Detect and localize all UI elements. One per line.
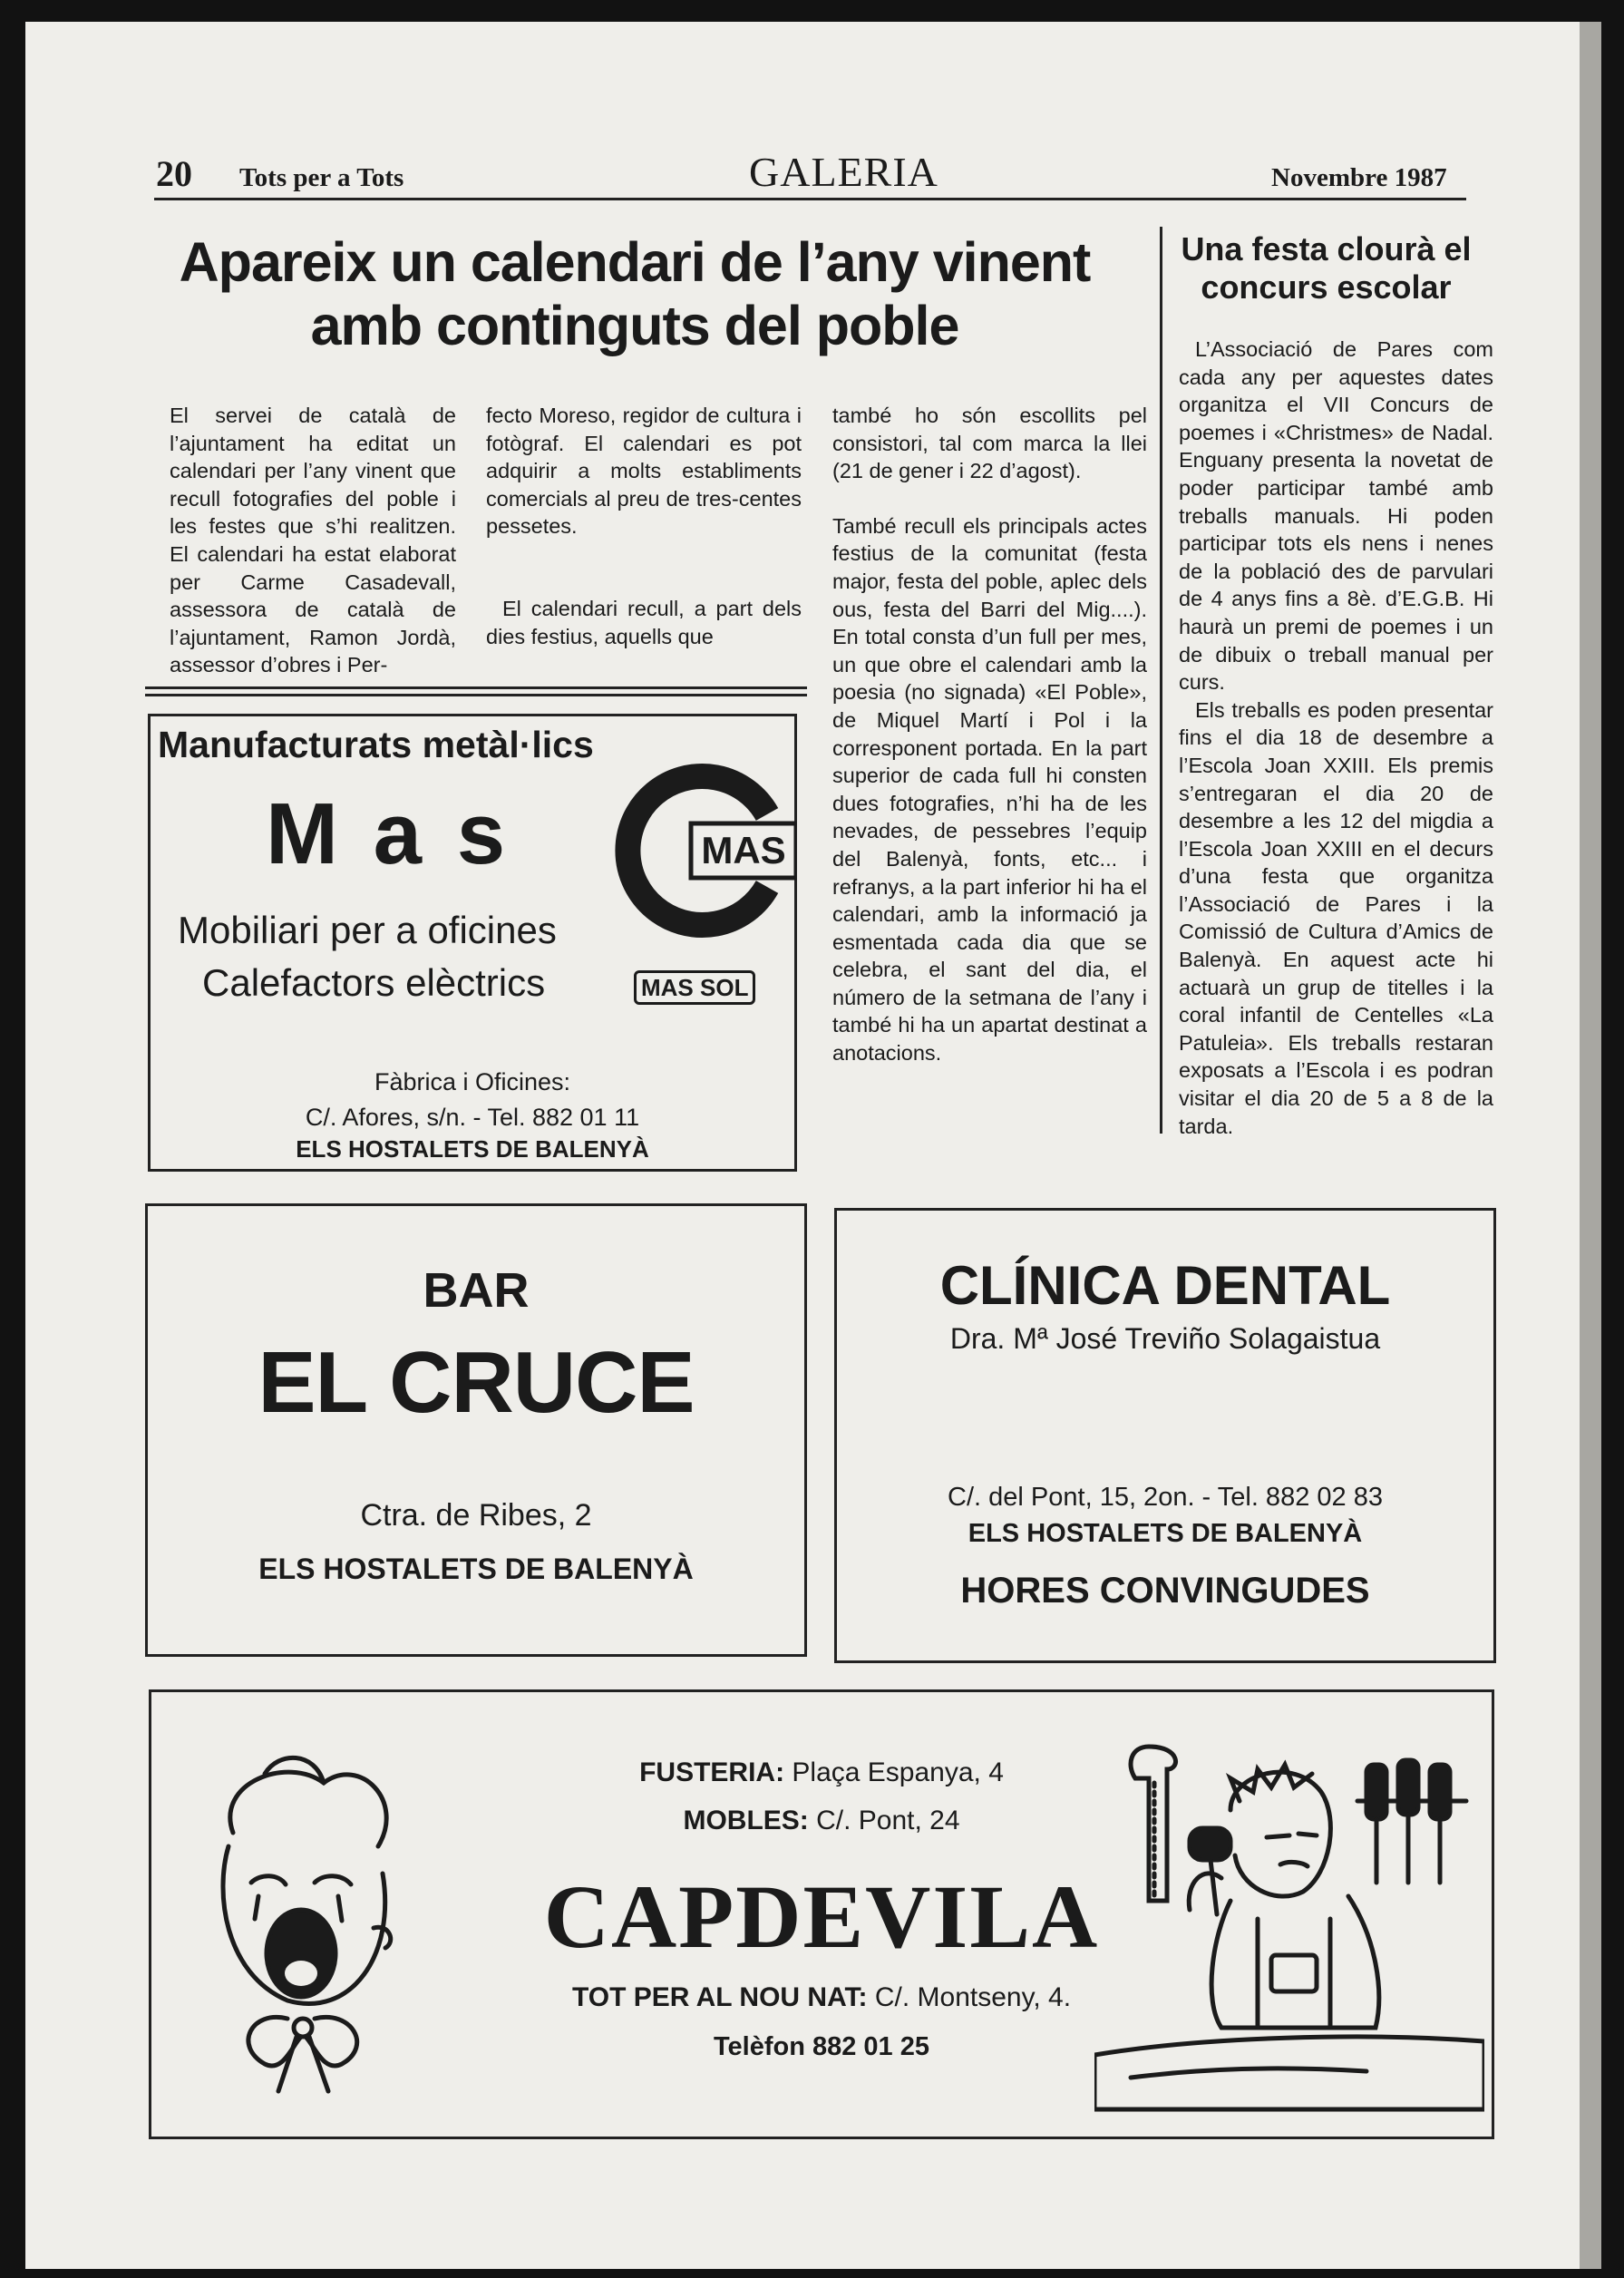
ad-clinica-dental xyxy=(834,1208,1496,1663)
headline-line-2: amb continguts del poble xyxy=(310,295,959,356)
ad-mas-heading: Manufacturats metàl·lics xyxy=(158,724,594,765)
ad-bar-el-cruce xyxy=(145,1203,807,1657)
ad-clinic-hours: HORES CONVINGUDES xyxy=(960,1571,1370,1611)
ad-clinic-title: CLÍNICA DENTAL xyxy=(939,1255,1391,1316)
side-headline xyxy=(1170,230,1483,307)
side-headline-line-1: Una festa clourà el xyxy=(1181,230,1472,268)
ad-mas-address: C/. Afores, s/n. - Tel. 882 01 11 xyxy=(305,1104,640,1131)
ad-clinic-address: C/. del Pont, 15, 2on. - Tel. 882 02 83 xyxy=(948,1483,1383,1512)
ad-bar-address: Ctra. de Ribes, 2 xyxy=(360,1498,592,1533)
ad-capdevila-name: CAPDEVILA xyxy=(543,1866,1100,1967)
section-rule xyxy=(145,686,807,689)
svg-text:MAS: MAS xyxy=(701,829,786,871)
article-paragraph: L’Associació de Pares com cada any per aquestes dates organitza el VII Concurs de poemes i «Christmes» de Nadal. Enguany presenta la novetat de poder participar també amb treballs manuals. Hi poden participar tots els nens i nenes de la població des de parvulari de 4 anys fins a 8è. d’E.G.B. Hi haurà un premi de poemes i un de dibuix o treball manual per curs. xyxy=(1179,337,1493,695)
ad-capdevila-line-2-label: MOBLES: xyxy=(683,1806,809,1835)
section-rule xyxy=(145,694,807,696)
side-headline-line-2: concurs escolar xyxy=(1201,268,1452,306)
ad-capdevila-phone: Telèfon 882 01 25 xyxy=(713,2032,930,2061)
header-rule xyxy=(154,198,1466,200)
ad-capdevila-line-1-value: Plaça Espanya, 4 xyxy=(784,1757,1004,1787)
ad-mas-town: ELS HOSTALETS DE BALENYÀ xyxy=(296,1135,649,1163)
page-number: 20 xyxy=(156,153,192,194)
carpenter-icon xyxy=(1094,1728,1484,2127)
ad-capdevila-line-3-label: TOT PER AL NOU NAT: xyxy=(571,1982,868,2012)
article-paragraph: Els treballs es poden presentar fins el dia 18 de desembre a l’Escola Joan XXIII. Els premis s’entregaran el dia 20 de desembre a les 12 del migdia a l’Escola Joan XXIII en el decurs d’una festa que organitza l’Associació de Pares i la Comissió de Cultura d’Amics de Balenyà. En aquest acte hi actuarà un grup de titelles i la coral infantil de Centelles «La Patuleia». Els treballs restaran exposats a l’Escola i es podran visitar el dia 20 de 5 a 8 de la tarda. xyxy=(1179,697,1493,1138)
ad-bar-town: ELS HOSTALETS DE BALENYÀ xyxy=(258,1553,694,1585)
ad-capdevila-line-3-value: C/. Montseny, 4. xyxy=(867,1982,1072,2012)
article-column-2 xyxy=(486,402,802,650)
side-article-body xyxy=(1179,336,1493,1140)
ad-mas-factory: Fàbrica i Oficines: xyxy=(374,1068,571,1095)
ad-mas xyxy=(148,714,797,1172)
next-page-edge xyxy=(1580,22,1601,2269)
section-name: Tots per a Tots xyxy=(239,163,404,192)
crying-baby-icon xyxy=(179,1747,414,2109)
ad-bar-line1: BAR xyxy=(423,1263,530,1318)
ad-mas-sol-tag: MAS SOL xyxy=(634,970,755,1005)
publication-title: GALERIA xyxy=(749,149,938,195)
ad-bar-name: EL CRUCE xyxy=(258,1334,695,1431)
article-column-1 xyxy=(170,402,456,679)
ad-clinic-doctor: Dra. Mª José Treviño Solagaistua xyxy=(949,1322,1381,1355)
ad-capdevila xyxy=(149,1689,1494,2139)
column-divider xyxy=(1160,227,1162,1134)
article-paragraph: fecto Moreso, regidor de cultura i fotògraf. El calendari es pot adquirir a molts establiments comercials al preu de tres-centes pessetes. xyxy=(486,404,802,539)
article-paragraph: El calendari recull, a part dels dies festius, aquells que xyxy=(486,596,802,648)
mas-logo-icon xyxy=(615,760,796,941)
article-paragraph: El servei de català de l’ajuntament ha editat un calendari per l’any vinent que recull fotografies del poble i les festes que s’hi realitzen. El calendari ha estat elaborat per Carme Casadevall, assessora de català de l’ajuntament, Ramon Jordà, assessor d’obres i Per- xyxy=(170,404,456,677)
article-paragraph: també ho són escollits pel consistori, tal com marca la llei (21 de gener i 22 d’agost). xyxy=(832,404,1147,483)
ad-capdevila-line-1-label: FUSTERIA: xyxy=(639,1757,785,1787)
ad-mas-brand: M a s xyxy=(266,785,511,882)
main-headline xyxy=(154,230,1115,357)
ad-capdevila-line-2-value: C/. Pont, 24 xyxy=(808,1806,960,1835)
issue-date: Novembre 1987 xyxy=(1271,163,1447,192)
ad-mas-line-2: Calefactors elèctrics xyxy=(202,961,546,1004)
ad-mas-line-1: Mobiliari per a oficines xyxy=(178,909,557,951)
ad-clinic-town: ELS HOSTALETS DE BALENYÀ xyxy=(968,1519,1363,1548)
article-paragraph: També recull els principals actes festius de la comunitat (festa major, festa del poble, aplec dels ous, festa del Barri del Mig....). En total consta d’un full per mes, un que obre el calendari amb la poesia (no signada) «El Poble», de Miquel Martí i Pol i la corresponent portada. En la part superior de cada full hi consten dues fotografies, n’hi ha de les nevades, de pessebres l’equip del Balenyà, fonts, etc... i refranys, a la part inferior hi ha el calendari, amb la informació ja esmentada cada dia que se celebra, el sant del dia, el número de la setmana de l’any i també hi ha un apartat destinat a anotacions. xyxy=(832,513,1147,1066)
article-column-3 xyxy=(832,402,1147,1067)
headline-line-1: Apareix un calendari de l’any vinent xyxy=(179,231,1091,293)
